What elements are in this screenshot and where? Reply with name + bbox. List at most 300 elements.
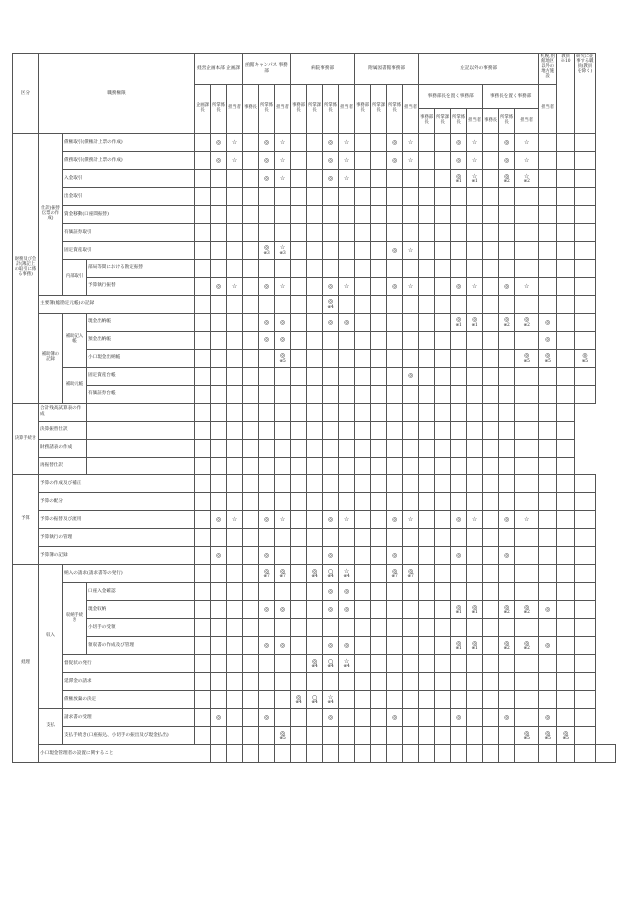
mark-cell bbox=[387, 439, 403, 457]
mark-cell bbox=[419, 152, 435, 170]
mark-cell bbox=[515, 259, 539, 277]
mark-cell bbox=[419, 691, 435, 709]
mark-cell bbox=[355, 655, 371, 673]
mark-cell bbox=[419, 331, 435, 349]
header-col: 担当者 bbox=[539, 84, 557, 133]
mark-cell bbox=[419, 223, 435, 241]
mark-cell bbox=[575, 511, 595, 529]
table-row bbox=[13, 493, 616, 511]
mark-cell bbox=[355, 709, 371, 727]
mark-cell bbox=[355, 403, 371, 421]
mark-cell bbox=[307, 727, 323, 745]
row-label: 納入の請求(請求書等の発行) bbox=[63, 565, 195, 583]
mark-cell bbox=[243, 259, 259, 277]
mark-cell bbox=[227, 439, 243, 457]
header-col: 所掌係長 bbox=[451, 109, 467, 134]
mark-cell bbox=[291, 601, 307, 619]
mark-cell bbox=[307, 547, 323, 565]
mark-cell bbox=[575, 745, 595, 763]
header-col: 事務部長 bbox=[419, 109, 435, 134]
mark-cell bbox=[539, 583, 557, 601]
mark-cell bbox=[211, 637, 227, 655]
mark-cell bbox=[451, 493, 467, 511]
mark-cell bbox=[451, 529, 467, 547]
mark-cell bbox=[403, 601, 419, 619]
mark-cell bbox=[211, 475, 227, 493]
header-shokumu: 職務権限 bbox=[39, 54, 195, 134]
mark-cell bbox=[403, 637, 419, 655]
mark-cell: ◎ ※2 bbox=[515, 637, 539, 655]
mark-cell bbox=[291, 421, 307, 439]
mark-cell bbox=[515, 709, 539, 727]
mark-cell: ◎ bbox=[259, 709, 275, 727]
mark-cell bbox=[355, 385, 371, 403]
mark-cell bbox=[195, 313, 211, 331]
mark-cell bbox=[339, 241, 355, 259]
mark-cell bbox=[355, 637, 371, 655]
mark-cell bbox=[483, 439, 499, 457]
row-label: 債権取引(債権計上票の作成) bbox=[63, 134, 195, 152]
mark-cell bbox=[339, 673, 355, 691]
mark-cell bbox=[243, 277, 259, 295]
row-label: 資金移動(口座間振替) bbox=[63, 205, 195, 223]
mark-cell bbox=[243, 565, 259, 583]
mark-cell bbox=[575, 259, 595, 277]
mark-cell bbox=[275, 187, 291, 205]
mark-cell bbox=[323, 349, 339, 367]
mark-cell bbox=[307, 205, 323, 223]
mark-cell bbox=[291, 457, 307, 475]
mark-cell bbox=[499, 259, 515, 277]
mark-cell bbox=[259, 295, 275, 313]
mark-cell bbox=[539, 134, 557, 152]
mark-cell bbox=[515, 655, 539, 673]
mark-cell bbox=[259, 187, 275, 205]
mark-cell: ◎ ※2 bbox=[499, 637, 515, 655]
mark-cell bbox=[435, 745, 451, 763]
mark-cell bbox=[275, 367, 291, 385]
mark-cell: ☆ bbox=[339, 170, 355, 188]
mark-cell bbox=[483, 691, 499, 709]
mark-cell bbox=[387, 223, 403, 241]
mark-cell: ◎ bbox=[275, 601, 291, 619]
mark-cell bbox=[243, 529, 259, 547]
mark-cell: ○ ※4 bbox=[323, 655, 339, 673]
table-row bbox=[13, 223, 616, 241]
mark-cell bbox=[451, 583, 467, 601]
mark-cell bbox=[419, 385, 435, 403]
mark-cell: ◎ ※5 bbox=[539, 349, 557, 367]
mark-cell: ☆ ※4 bbox=[339, 565, 355, 583]
mark-cell bbox=[227, 349, 243, 367]
mark-cell bbox=[575, 655, 595, 673]
mark-cell bbox=[387, 187, 403, 205]
mark-cell bbox=[371, 367, 387, 385]
mark-cell: ◎ bbox=[259, 601, 275, 619]
mark-cell bbox=[195, 583, 211, 601]
mark-cell: ◎ ※3 bbox=[259, 241, 275, 259]
mark-cell bbox=[467, 385, 483, 403]
mark-cell bbox=[195, 134, 211, 152]
header-group: 左記以外の事務部 bbox=[419, 54, 539, 85]
mark-cell bbox=[419, 493, 435, 511]
header-group: 札幌,函館地区以外の地方施設 bbox=[539, 54, 557, 85]
mark-cell bbox=[575, 170, 595, 188]
mark-cell bbox=[515, 565, 539, 583]
mark-cell bbox=[243, 152, 259, 170]
mark-cell bbox=[371, 277, 387, 295]
mark-cell bbox=[419, 259, 435, 277]
mark-cell: ◎ ※1 bbox=[467, 313, 483, 331]
mark-cell bbox=[227, 745, 243, 763]
mark-cell bbox=[435, 421, 451, 439]
mark-cell bbox=[483, 529, 499, 547]
section-naibu: 内部取引 bbox=[63, 259, 87, 295]
mark-cell bbox=[435, 637, 451, 655]
row-label: 予算の作成及び補正 bbox=[39, 475, 195, 493]
mark-cell bbox=[355, 295, 371, 313]
mark-cell bbox=[467, 421, 483, 439]
mark-cell bbox=[499, 457, 515, 475]
mark-cell: ◎ ※2 bbox=[499, 170, 515, 188]
table-row bbox=[13, 745, 616, 763]
mark-cell bbox=[323, 457, 339, 475]
mark-cell bbox=[435, 187, 451, 205]
mark-cell: ◎ bbox=[259, 277, 275, 295]
mark-cell bbox=[483, 152, 499, 170]
mark-cell bbox=[307, 403, 323, 421]
mark-cell bbox=[557, 745, 575, 763]
mark-cell bbox=[259, 349, 275, 367]
mark-cell: ◎ bbox=[387, 241, 403, 259]
mark-cell bbox=[387, 421, 403, 439]
mark-cell bbox=[419, 134, 435, 152]
mark-cell bbox=[355, 511, 371, 529]
mark-cell bbox=[403, 170, 419, 188]
mark-cell bbox=[211, 385, 227, 403]
mark-cell: ☆ bbox=[467, 152, 483, 170]
mark-cell bbox=[483, 745, 499, 763]
mark-cell: ◎ bbox=[451, 709, 467, 727]
mark-cell: ◎ ※7 bbox=[259, 565, 275, 583]
mark-cell bbox=[371, 691, 387, 709]
mark-cell bbox=[499, 565, 515, 583]
mark-cell bbox=[211, 170, 227, 188]
mark-cell bbox=[211, 187, 227, 205]
mark-cell: ◎ ※5 bbox=[275, 349, 291, 367]
mark-cell bbox=[575, 295, 595, 313]
mark-cell bbox=[371, 565, 387, 583]
mark-cell bbox=[227, 259, 243, 277]
mark-cell bbox=[291, 295, 307, 313]
mark-cell bbox=[403, 493, 419, 511]
mark-cell bbox=[515, 187, 539, 205]
mark-cell bbox=[451, 223, 467, 241]
mark-cell bbox=[387, 493, 403, 511]
mark-cell bbox=[339, 421, 355, 439]
mark-cell bbox=[275, 655, 291, 673]
mark-cell bbox=[451, 259, 467, 277]
mark-cell: ☆ bbox=[275, 170, 291, 188]
mark-cell bbox=[307, 223, 323, 241]
table-row bbox=[13, 54, 616, 85]
mark-cell bbox=[195, 367, 211, 385]
mark-cell: ◎ ※4 bbox=[307, 655, 323, 673]
mark-cell bbox=[515, 223, 539, 241]
mark-cell bbox=[499, 745, 515, 763]
mark-cell bbox=[499, 673, 515, 691]
mark-cell: ◎ bbox=[275, 331, 291, 349]
row-label: 決算振替仕訳 bbox=[39, 421, 87, 439]
mark-cell bbox=[467, 565, 483, 583]
mark-cell bbox=[419, 583, 435, 601]
mark-cell: ◎ ※4 bbox=[323, 295, 339, 313]
mark-cell bbox=[419, 529, 435, 547]
mark-cell: ◎ ※1 bbox=[467, 637, 483, 655]
mark-cell bbox=[227, 170, 243, 188]
mark-cell bbox=[259, 745, 275, 763]
mark-cell bbox=[575, 583, 595, 601]
mark-cell bbox=[211, 673, 227, 691]
mark-cell bbox=[515, 331, 539, 349]
mark-cell: ◎ bbox=[259, 134, 275, 152]
mark-cell bbox=[435, 241, 451, 259]
mark-cell bbox=[307, 421, 323, 439]
mark-cell bbox=[575, 367, 595, 385]
mark-cell bbox=[435, 134, 451, 152]
mark-cell: ☆ bbox=[227, 511, 243, 529]
mark-cell bbox=[323, 259, 339, 277]
mark-cell bbox=[575, 385, 595, 403]
mark-cell bbox=[419, 241, 435, 259]
mark-cell: ☆ bbox=[515, 277, 539, 295]
mark-cell bbox=[355, 457, 371, 475]
mark-cell: ☆ bbox=[275, 511, 291, 529]
mark-cell bbox=[435, 727, 451, 745]
mark-cell bbox=[539, 493, 557, 511]
mark-cell: ◎ bbox=[499, 152, 515, 170]
header-group: 教員※10 bbox=[557, 54, 575, 134]
mark-cell bbox=[259, 619, 275, 637]
mark-cell bbox=[499, 223, 515, 241]
mark-cell bbox=[227, 367, 243, 385]
mark-cell bbox=[557, 223, 575, 241]
mark-cell: ☆ bbox=[467, 134, 483, 152]
mark-cell bbox=[355, 619, 371, 637]
mark-cell bbox=[467, 403, 483, 421]
mark-cell bbox=[243, 601, 259, 619]
mark-cell: ◎ bbox=[323, 547, 339, 565]
mark-cell bbox=[195, 601, 211, 619]
mark-cell bbox=[403, 403, 419, 421]
section-zaimu: 財務及び会計(簿記上の取引に係る事務) bbox=[13, 134, 39, 404]
mark-cell bbox=[87, 439, 195, 457]
mark-cell bbox=[291, 565, 307, 583]
mark-cell bbox=[195, 170, 211, 188]
mark-cell bbox=[211, 727, 227, 745]
mark-cell: ◎ bbox=[451, 152, 467, 170]
mark-cell bbox=[419, 313, 435, 331]
mark-cell bbox=[227, 421, 243, 439]
mark-cell bbox=[515, 367, 539, 385]
mark-cell: ☆ bbox=[339, 277, 355, 295]
mark-cell bbox=[557, 439, 575, 457]
mark-cell bbox=[307, 331, 323, 349]
row-label: 出金取引 bbox=[63, 187, 195, 205]
mark-cell bbox=[355, 349, 371, 367]
mark-cell bbox=[435, 547, 451, 565]
mark-cell bbox=[435, 601, 451, 619]
mark-cell bbox=[355, 313, 371, 331]
mark-cell bbox=[499, 475, 515, 493]
mark-cell bbox=[291, 367, 307, 385]
mark-cell bbox=[323, 385, 339, 403]
mark-cell bbox=[451, 457, 467, 475]
table-row bbox=[13, 277, 616, 295]
mark-cell bbox=[259, 655, 275, 673]
row-label: 固定資産台帳 bbox=[87, 367, 195, 385]
mark-cell bbox=[557, 331, 575, 349]
row-label: 領収書の作成及び管理 bbox=[87, 637, 195, 655]
mark-cell bbox=[243, 295, 259, 313]
mark-cell bbox=[483, 313, 499, 331]
mark-cell: ◎ bbox=[339, 601, 355, 619]
mark-cell bbox=[259, 673, 275, 691]
mark-cell bbox=[291, 134, 307, 152]
header-col: 所掌係長 bbox=[259, 84, 275, 133]
mark-cell bbox=[195, 655, 211, 673]
mark-cell: ◎ ※2 bbox=[515, 601, 539, 619]
mark-cell bbox=[499, 583, 515, 601]
mark-cell bbox=[227, 385, 243, 403]
table-row bbox=[13, 511, 616, 529]
mark-cell bbox=[371, 205, 387, 223]
mark-cell bbox=[291, 745, 307, 763]
mark-cell bbox=[387, 403, 403, 421]
mark-cell bbox=[195, 547, 211, 565]
mark-cell bbox=[339, 295, 355, 313]
mark-cell bbox=[467, 547, 483, 565]
mark-cell bbox=[211, 601, 227, 619]
mark-cell: ◎ bbox=[323, 637, 339, 655]
mark-cell bbox=[243, 745, 259, 763]
mark-cell bbox=[291, 547, 307, 565]
header-subgroup: 事務部長を置く事務部 bbox=[419, 84, 483, 109]
mark-cell bbox=[291, 439, 307, 457]
mark-cell bbox=[451, 421, 467, 439]
mark-cell bbox=[275, 745, 291, 763]
header-group: 病院事務部 bbox=[291, 54, 355, 85]
mark-cell bbox=[323, 727, 339, 745]
header-col: 事務部長 bbox=[291, 84, 307, 133]
mark-cell bbox=[275, 439, 291, 457]
mark-cell bbox=[195, 403, 211, 421]
mark-cell bbox=[435, 529, 451, 547]
mark-cell bbox=[355, 691, 371, 709]
mark-cell: ◎ bbox=[211, 152, 227, 170]
mark-cell bbox=[307, 475, 323, 493]
mark-cell bbox=[403, 259, 419, 277]
mark-cell: ◎ bbox=[259, 170, 275, 188]
mark-cell bbox=[467, 745, 483, 763]
mark-cell bbox=[243, 619, 259, 637]
mark-cell bbox=[435, 655, 451, 673]
mark-cell bbox=[243, 403, 259, 421]
mark-cell bbox=[575, 709, 595, 727]
mark-cell bbox=[451, 727, 467, 745]
mark-cell bbox=[419, 727, 435, 745]
mark-cell bbox=[227, 601, 243, 619]
mark-cell bbox=[355, 277, 371, 295]
mark-cell: ☆ bbox=[227, 134, 243, 152]
mark-cell bbox=[339, 385, 355, 403]
mark-cell bbox=[515, 475, 539, 493]
mark-cell bbox=[539, 259, 557, 277]
mark-cell bbox=[557, 367, 575, 385]
mark-cell bbox=[575, 331, 595, 349]
mark-cell bbox=[539, 205, 557, 223]
mark-cell bbox=[557, 655, 575, 673]
table-row bbox=[13, 241, 616, 259]
mark-cell bbox=[403, 619, 419, 637]
mark-cell bbox=[243, 331, 259, 349]
mark-cell bbox=[557, 295, 575, 313]
mark-cell bbox=[515, 205, 539, 223]
table-row bbox=[13, 295, 616, 313]
mark-cell bbox=[575, 547, 595, 565]
mark-cell: ◎ bbox=[323, 277, 339, 295]
mark-cell bbox=[275, 475, 291, 493]
mark-cell bbox=[499, 691, 515, 709]
mark-cell bbox=[211, 349, 227, 367]
mark-cell bbox=[323, 205, 339, 223]
mark-cell: ◎ ※1 bbox=[451, 601, 467, 619]
mark-cell bbox=[243, 241, 259, 259]
mark-cell bbox=[355, 673, 371, 691]
mark-cell bbox=[195, 619, 211, 637]
mark-cell bbox=[291, 475, 307, 493]
mark-cell bbox=[557, 277, 575, 295]
mark-cell bbox=[483, 367, 499, 385]
mark-cell bbox=[323, 421, 339, 439]
mark-cell bbox=[355, 331, 371, 349]
mark-cell bbox=[195, 691, 211, 709]
section-hojo: 補助簿の記録 bbox=[39, 313, 63, 403]
mark-cell bbox=[227, 241, 243, 259]
mark-cell bbox=[403, 709, 419, 727]
row-label: 再振替仕訳 bbox=[39, 457, 87, 475]
mark-cell bbox=[483, 637, 499, 655]
mark-cell bbox=[419, 295, 435, 313]
mark-cell bbox=[339, 727, 355, 745]
mark-cell bbox=[355, 152, 371, 170]
mark-cell bbox=[557, 601, 575, 619]
mark-cell bbox=[403, 529, 419, 547]
mark-cell bbox=[557, 349, 575, 367]
mark-cell bbox=[419, 421, 435, 439]
mark-cell bbox=[211, 565, 227, 583]
table-row bbox=[13, 134, 616, 152]
mark-cell bbox=[557, 493, 575, 511]
table-row bbox=[13, 601, 616, 619]
mark-cell bbox=[355, 727, 371, 745]
row-label: 小口現金管理者の設置に関すること bbox=[39, 745, 211, 763]
mark-cell bbox=[515, 241, 539, 259]
mark-cell bbox=[403, 691, 419, 709]
row-label: 予算執行振替 bbox=[87, 277, 195, 295]
mark-cell: ◎ bbox=[323, 601, 339, 619]
mark-cell bbox=[499, 241, 515, 259]
